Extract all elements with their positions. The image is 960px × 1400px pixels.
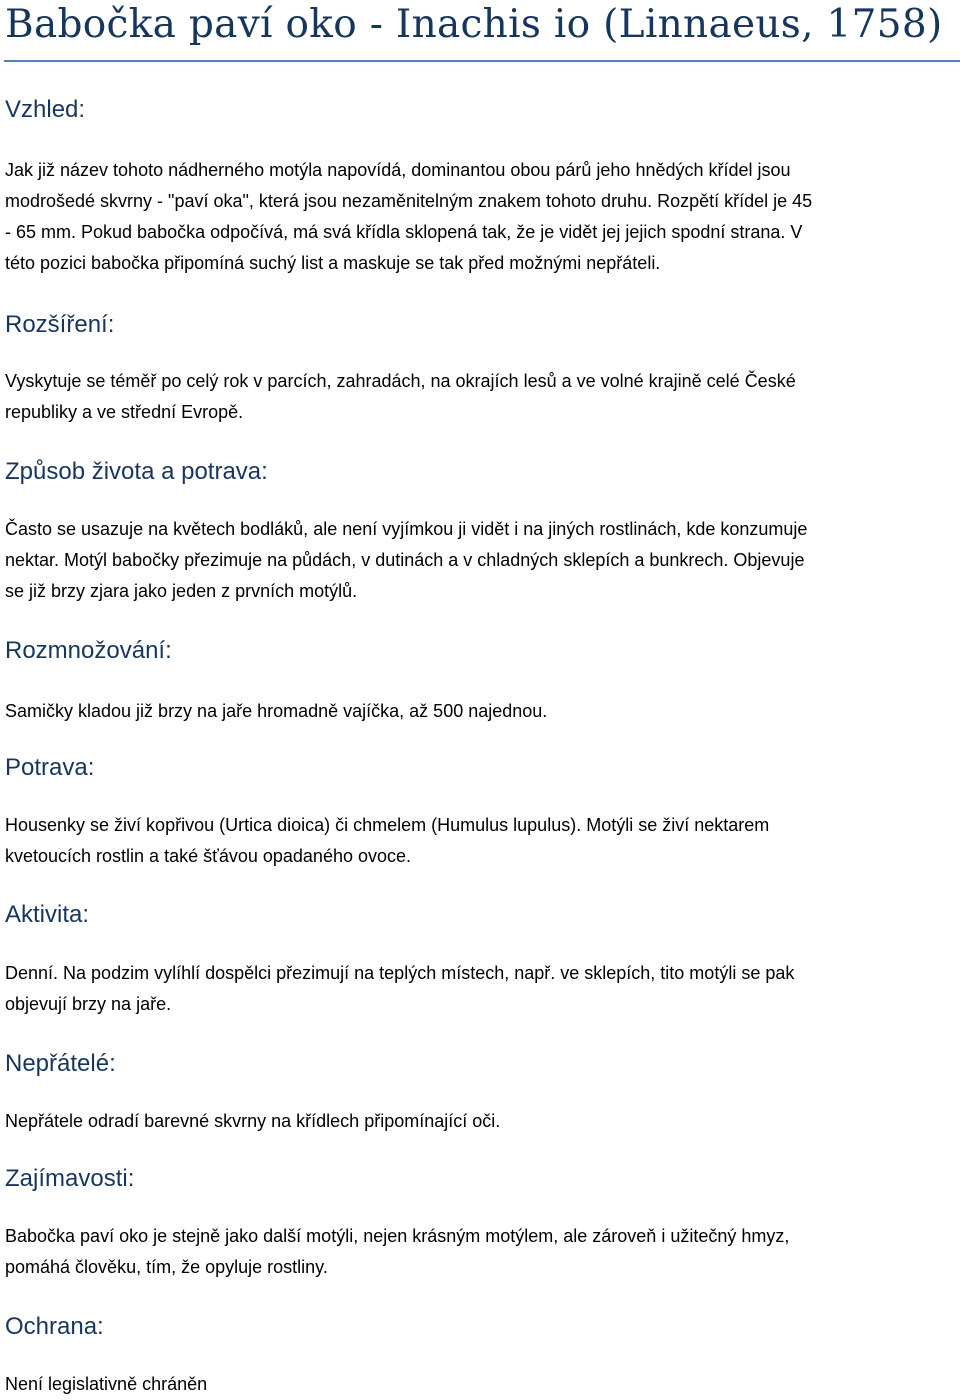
text-line: nektar. Motýl babočky přezimuje na půdách, v dutinách a v chladných sklepích a bunkrech. Objevuje bbox=[5, 550, 805, 570]
title-underline bbox=[4, 60, 960, 62]
section-text-ochrana bbox=[5, 1369, 940, 1400]
text-line: Denní. Na podzim vylíhlí dospělci přezimují na teplých místech, např. ve sklepích, tito motýli se pak bbox=[5, 963, 795, 983]
text-line: této pozici babočka připomíná suchý list a maskuje se tak před možnými nepřáteli. bbox=[5, 253, 661, 273]
text-line: Samičky kladou již brzy na jaře hromadně vajíčka, až 500 najednou. bbox=[5, 701, 548, 721]
section-text-rozmnozovani bbox=[5, 696, 940, 727]
text-line: Jak již název tohoto nádherného motýla napovídá, dominantou obou párů jeho hnědých křídel jsou bbox=[5, 160, 791, 180]
text-line: objevují brzy na jaře. bbox=[5, 994, 172, 1014]
text-line: kvetoucích rostlin a také šťávou opadaného ovoce. bbox=[5, 846, 412, 866]
document-title: Babočka paví oko - Inachis io (Linnaeus, 1758) bbox=[5, 2, 943, 47]
section-heading-rozsireni: Rozšíření: bbox=[5, 311, 115, 338]
section-heading-vzhled: Vzhled: bbox=[5, 96, 86, 123]
text-line: Housenky se živí kopřivou (Urtica dioica) či chmelem (Humulus lupulus). Motýli se živí nektarem bbox=[5, 815, 770, 835]
section-text-rozsireni bbox=[5, 366, 940, 428]
text-line: Babočka paví oko je stejně jako další motýli, nejen krásným motýlem, ale zároveň i užitečný hmyz, bbox=[5, 1226, 790, 1246]
text-line: republiky a ve střední Evropě. bbox=[5, 402, 244, 422]
section-heading-nepratele: Nepřátelé: bbox=[5, 1050, 116, 1077]
text-line: se již brzy zjara jako jeden z prvních motýlů. bbox=[5, 581, 358, 601]
section-text-nepratele bbox=[5, 1106, 940, 1137]
section-text-potrava bbox=[5, 810, 940, 872]
section-heading-zpusob-zivota: Způsob života a potrava: bbox=[5, 458, 268, 485]
section-heading-ochrana: Ochrana: bbox=[5, 1313, 104, 1340]
text-line: Není legislativně chráněn bbox=[5, 1374, 208, 1394]
text-line: pomáhá člověku, tím, že opyluje rostliny. bbox=[5, 1257, 328, 1277]
section-text-zajimavosti bbox=[5, 1221, 940, 1283]
section-text-vzhled bbox=[5, 155, 940, 279]
text-line: Vyskytuje se téměř po celý rok v parcích, zahradách, na okrajích lesů a ve volné krajině celé České bbox=[5, 371, 796, 391]
section-heading-rozmnozovani: Rozmnožování: bbox=[5, 637, 172, 664]
text-line: - 65 mm. Pokud babočka odpočívá, má svá křídla sklopená tak, že je vidět jej jejich spodní strana. V bbox=[5, 222, 803, 242]
section-text-aktivita bbox=[5, 958, 940, 1020]
text-line: Nepřátele odradí barevné skvrny na křídlech připomínající oči. bbox=[5, 1111, 501, 1131]
section-heading-potrava: Potrava: bbox=[5, 754, 95, 781]
section-text-zpusob-zivota bbox=[5, 514, 940, 607]
section-heading-zajimavosti: Zajímavosti: bbox=[5, 1165, 135, 1192]
text-line: modrošedé skvrny - "paví oka", která jsou nezaměnitelným znakem tohoto druhu. Rozpětí křídel je 45 bbox=[5, 191, 813, 211]
section-heading-aktivita: Aktivita: bbox=[5, 901, 90, 928]
text-line: Často se usazuje na květech bodláků, ale není vyjímkou ji vidět i na jiných rostlinách, kde konzumuje bbox=[5, 519, 808, 539]
